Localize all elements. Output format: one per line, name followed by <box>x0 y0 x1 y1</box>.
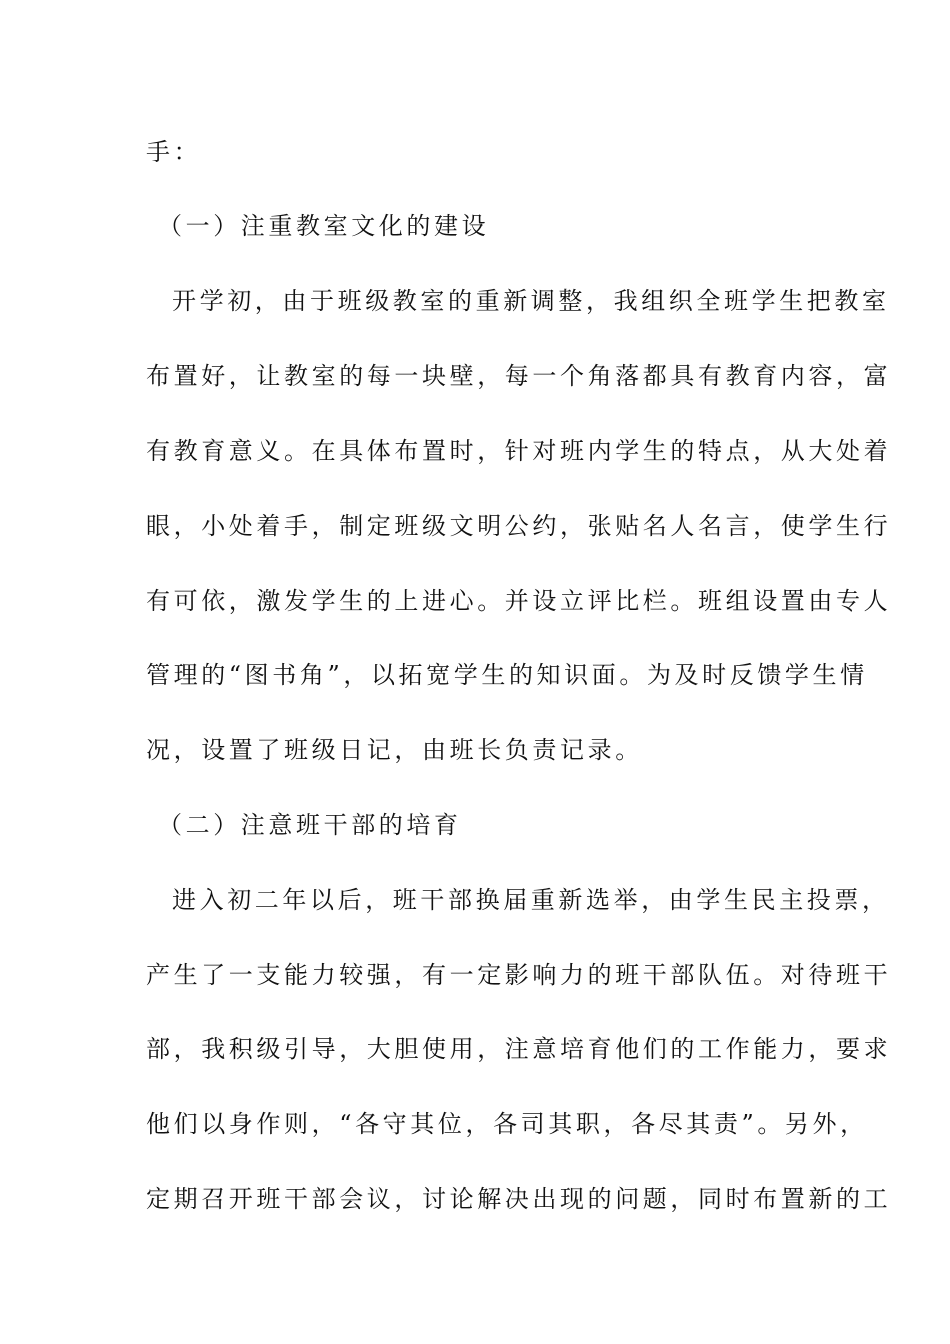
paragraph-line: 眼，小处着手，制定班级文明公约，张贴名人名言，使学生行 <box>146 512 892 540</box>
paragraph-line: 开学初，由于班级教室的重新调整，我组织全班学生把教室 <box>172 287 890 315</box>
paragraph-line: 有可依，激发学生的上进心。并设立评比栏。班组设置由专人 <box>146 587 892 615</box>
paragraph-line: 定期召开班干部会议，讨论解决出现的问题，同时布置新的工 <box>146 1185 892 1213</box>
paragraph-line: 部，我积级引导，大胆使用，注意培育他们的工作能力，要求 <box>146 1035 892 1063</box>
paragraph-line: 他们以身作则，“各守其位，各司其职，各尽其责”。另外， <box>146 1110 868 1138</box>
paragraph-line: 布置好，让教室的每一块壁，每一个角落都具有教育内容，富 <box>146 362 892 390</box>
paragraph-line: 管理的“图书角”，以拓宽学生的知识面。为及时反馈学生情 <box>146 661 868 689</box>
paragraph-line: 况，设置了班级日记，由班长负责记录。 <box>146 736 643 764</box>
section-heading: （一）注重教室文化的建设 <box>158 212 490 240</box>
section-heading: （二）注意班干部的培育 <box>158 811 462 839</box>
paragraph-line: 产生了一支能力较强，有一定影响力的班干部队伍。对待班干 <box>146 961 892 989</box>
text-line: 手： <box>146 138 202 166</box>
paragraph-line: 有教育意义。在具体布置时，针对班内学生的特点，从大处着 <box>146 437 892 465</box>
paragraph-line: 进入初二年以后，班干部换届重新选举，由学生民主投票， <box>172 886 890 914</box>
